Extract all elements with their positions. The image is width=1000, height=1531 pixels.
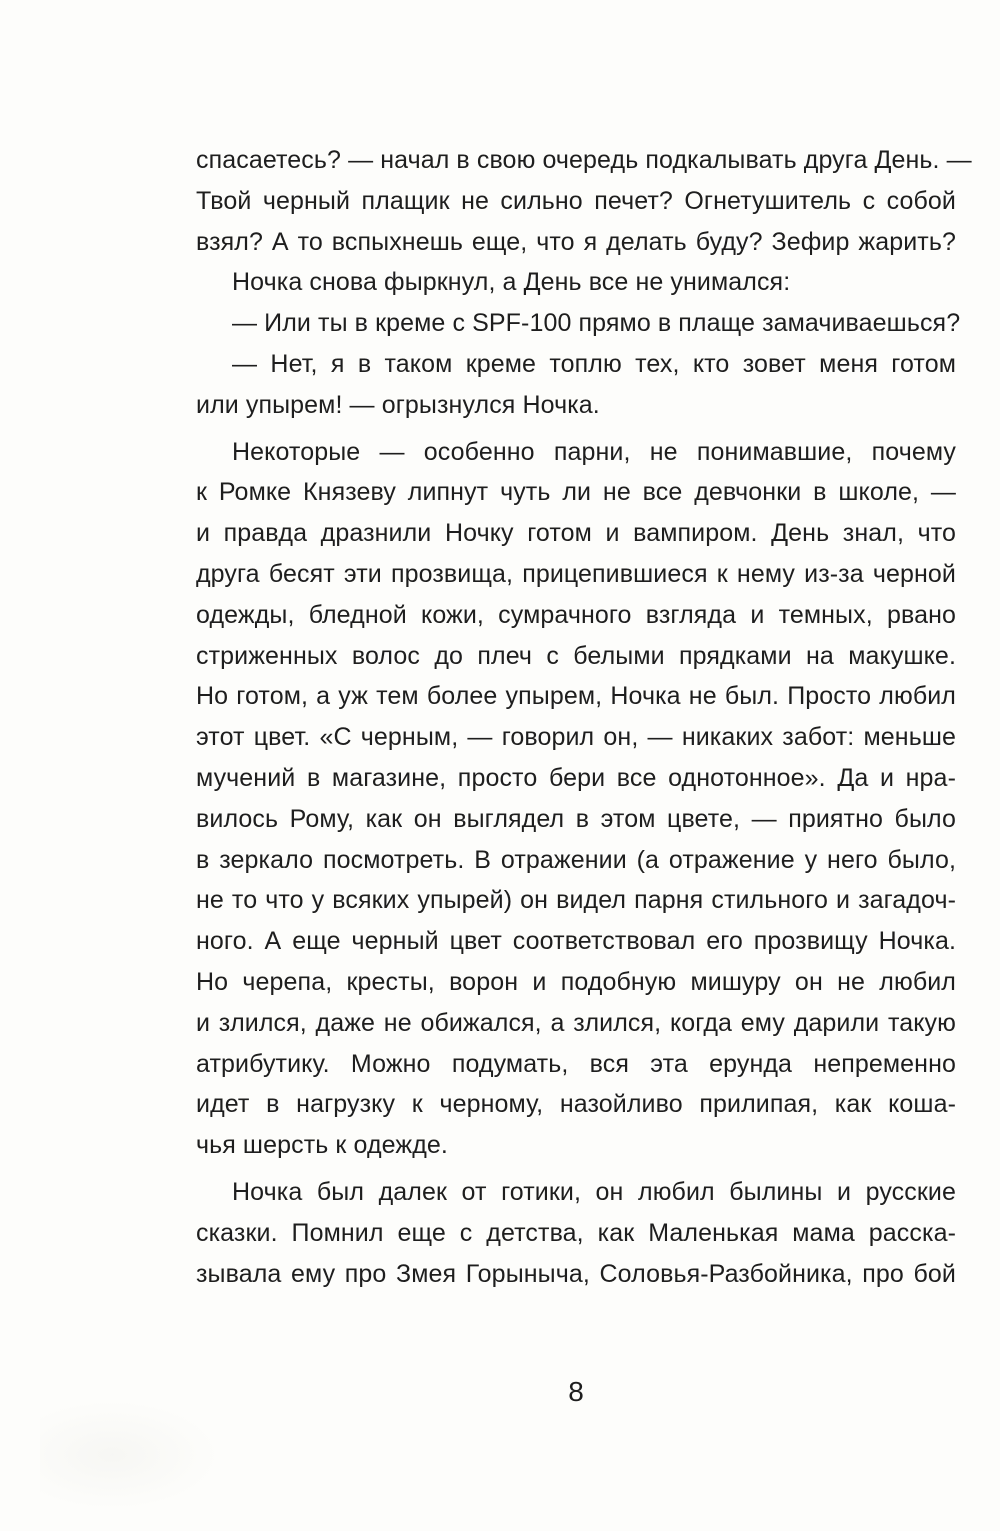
text-line: этот цвет. «С черным, — говорил он, — никаких забот: меньше [196,723,956,752]
text-line: стриженных волос до плеч с белыми прядками на макушке. [196,641,956,670]
text-line: взял? А то вспыхнешь еще, что я делать буду? Зефир жарить? [196,227,956,256]
text-line: чья шерсть к одежде. [196,1131,448,1160]
text-line: друга бесят эти прозвища, прицепившиеся к нему из-за черной [196,559,956,588]
text-line: Ночка был далек от готики, он любил былины и русские [232,1177,956,1206]
text-line: зывала ему про Змея Горыныча, Соловья-Разбойника, про бой [196,1259,956,1288]
text-line: мучений в магазине, просто бери все однотонное». Да и нра- [196,763,956,792]
text-line: идет в нагрузку к черному, назойливо прилипая, как коша- [196,1090,956,1119]
text-line: Но черепа, кресты, ворон и подобную мишуру он не любил [196,967,956,996]
text-line: Но готом, а уж тем более упырем, Ночка не был. Просто любил [196,682,956,711]
text-line: в зеркало посмотреть. В отражении (а отражение у него было, [196,845,956,874]
text-line: спасаетесь? — начал в свою очередь подкалывать друга День. — [196,146,972,174]
text-line: сказки. Помнил еще с детства, как Маленькая мама расска- [196,1218,956,1247]
text-line: и злился, даже не обижался, а злился, когда ему дарили такую [196,1008,956,1037]
text-line: Ночка снова фыркнул, а День все не унимался: [232,268,791,297]
text-line: Некоторые — особенно парни, не понимавшие, почему [232,437,956,466]
text-line: — Нет, я в таком креме топлю тех, кто зовет меня готом [232,349,956,378]
text-line: — Или ты в креме с SPF-100 прямо в плаще замачиваешься? [232,309,961,338]
paper-smudge [40,1400,220,1510]
text-line: атрибутику. Можно подумать, вся эта ерунда непременно [196,1049,956,1078]
text-line: не то что у всяких упырей) он видел парня стильного и загадоч- [196,886,956,915]
body-text [196,140,972,1294]
page-number: 8 [568,1376,584,1407]
text-line: или упырем! — огрызнулся Ночка. [196,390,600,419]
text-line: и правда дразнили Ночку готом и вампиром. День знал, что [196,519,956,548]
text-line: к Ромке Князеву липнут чуть ли не все девчонки в школе, — [196,478,956,507]
text-line: одежды, бледной кожи, сумрачного взгляда и темных, рвано [196,600,956,629]
text-line: Твой черный плащик не сильно печет? Огнетушитель с собой [196,186,956,215]
text-line: вилось Рому, как он выглядел в этом цвете, — приятно было [196,804,956,833]
text-line: ного. А еще черный цвет соответствовал его прозвищу Ночка. [196,927,956,956]
